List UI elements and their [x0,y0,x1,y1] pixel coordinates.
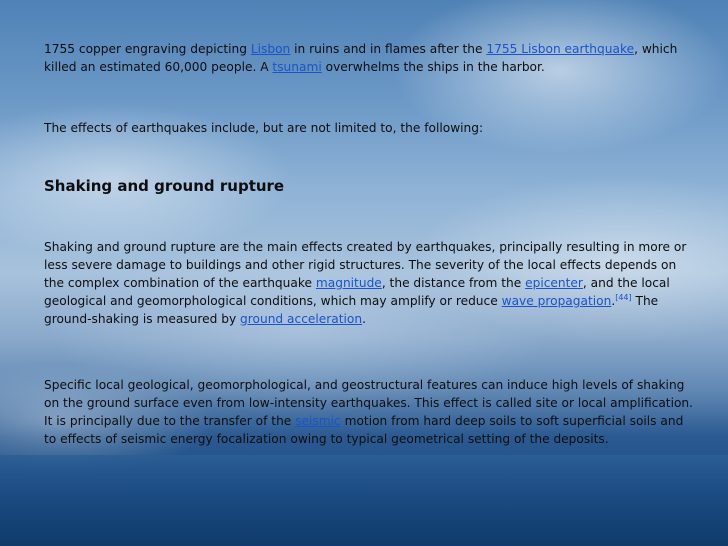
paragraph-text: Shaking and ground rupture are the main effects created by earthquakes, principally resulting in more or less severe damage to buildings and other rigid structures. The severity of the local effects depends on the complex combination of the earthquake [44,240,687,290]
link-seismic[interactable]: seismic [295,414,341,428]
paragraph-text: Specific local geological, geomorphological, and geostructural features can induce high levels of shaking on the ground surface even from low-intensity earthquakes. This effect is called site or local amplification. It is principally due to the transfer of the [44,378,694,428]
section-heading: Shaking and ground rupture [44,177,285,195]
caption-text: in ruins and in flames after the [290,42,487,56]
image-caption [44,40,694,76]
paragraph-shaking [44,238,694,328]
paragraph-text: The ground-shaking is measured by [44,294,659,326]
link-magnitude[interactable]: magnitude [315,276,382,290]
link-1755-lisbon-earthquake[interactable]: 1755 Lisbon earthquake [486,42,635,56]
link-ground-acceleration[interactable]: ground acceleration [240,312,363,326]
reference-44[interactable]: [44] [615,292,632,302]
ocean-background [0,455,728,546]
link-lisbon[interactable]: Lisbon [250,42,291,56]
paragraph-site-amplification [44,376,694,448]
paragraph-text: motion from hard deep soils to soft superficial soils and to effects of seismic energy focalization owing to typical geometrical setting of the deposits. [44,414,684,446]
paragraph-text: , the distance from the [381,276,526,290]
link-wave-propagation[interactable]: wave propagation [501,294,612,308]
link-tsunami[interactable]: tsunami [272,60,322,74]
intro-text: The effects of earthquakes include, but are not limited to, the following: [44,121,484,135]
link-epicenter[interactable]: epicenter [525,276,583,290]
paragraph-text: . [611,294,616,308]
caption-text: , which killed an estimated 60,000 people. A [44,42,678,74]
paragraph-text: , and the local geological and geomorphological conditions, which may amplify or reduce [44,276,670,308]
caption-text: overwhelms the ships in the harbor. [321,60,545,74]
caption-text: 1755 copper engraving depicting [44,42,251,56]
paragraph-text: . [362,312,366,326]
